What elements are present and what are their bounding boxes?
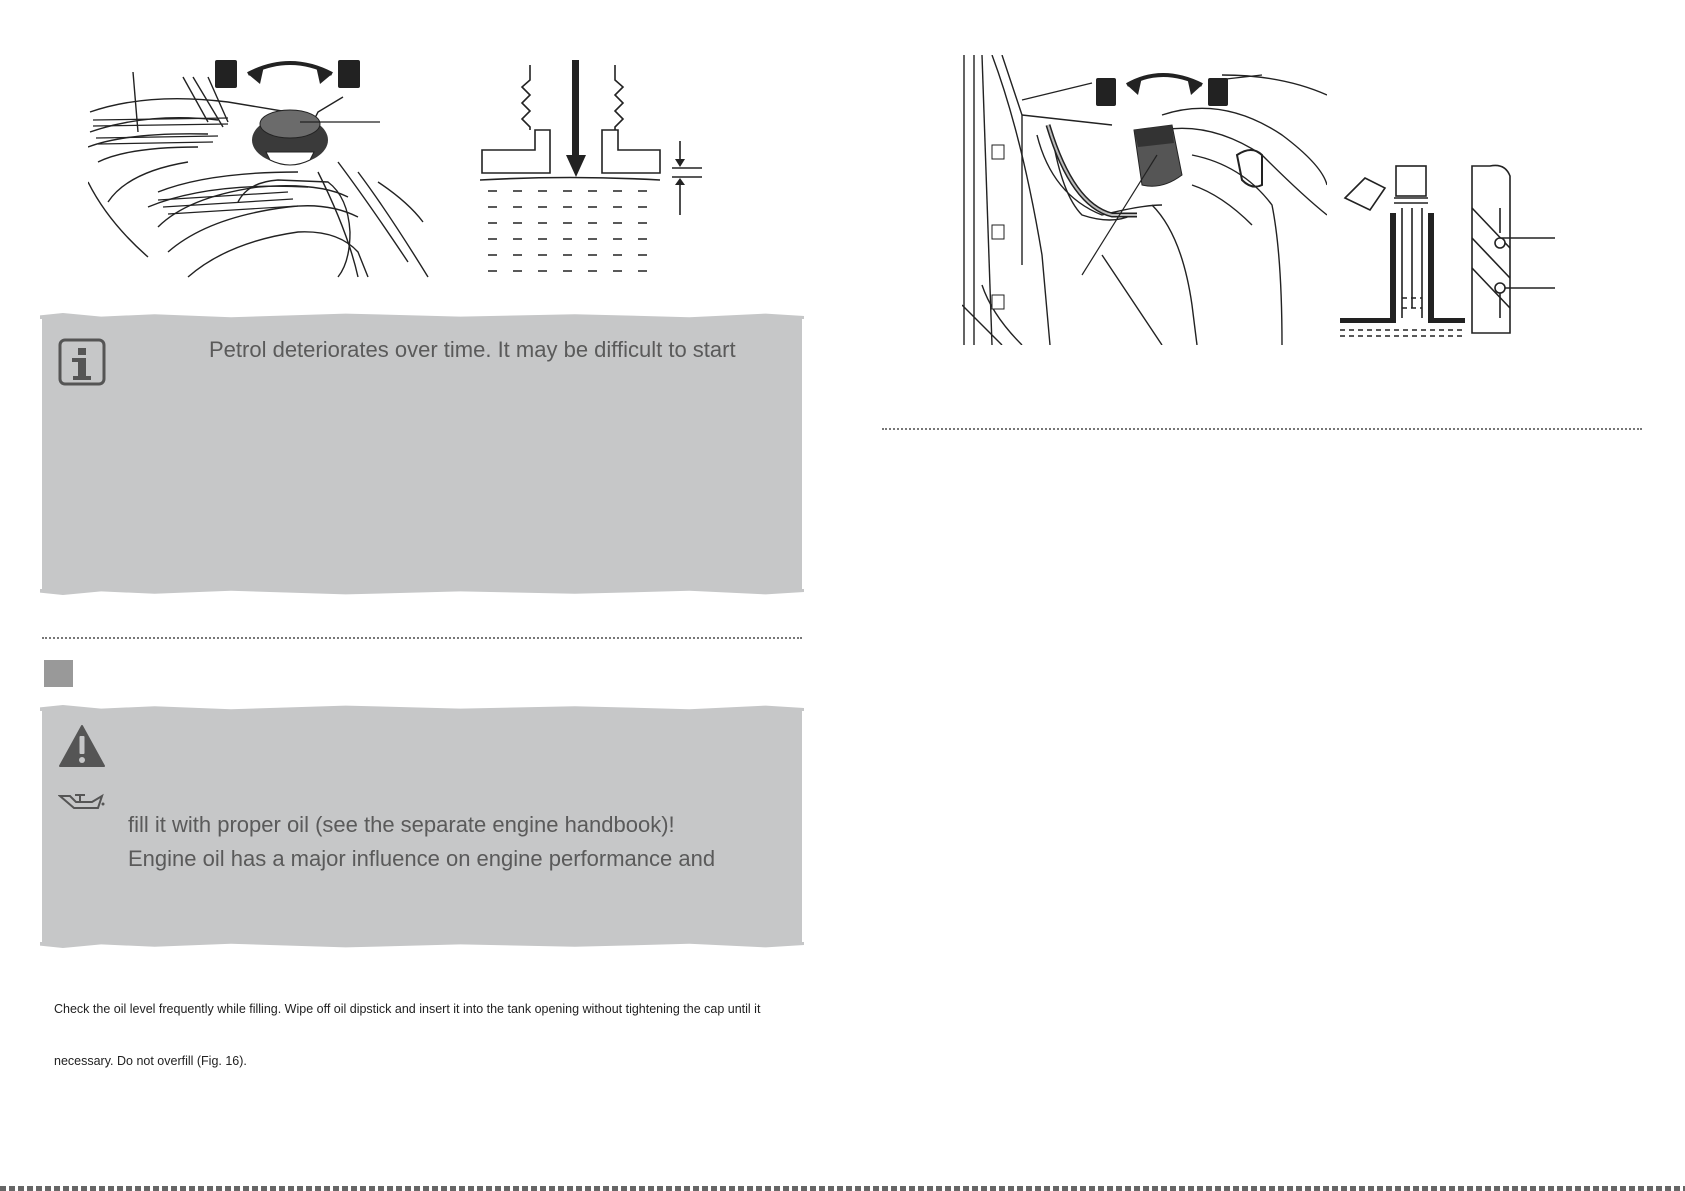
oil-can-icon bbox=[58, 790, 106, 814]
info-icon bbox=[58, 338, 106, 386]
info-note-text: Petrol deteriorates over time. It may be difficult to start bbox=[209, 337, 736, 362]
body-text-line-2: necessary. Do not overfill (Fig. 16). bbox=[54, 1054, 247, 1068]
separator bbox=[882, 428, 1642, 430]
figure-dipstick bbox=[1340, 158, 1560, 343]
footer-bar bbox=[0, 1186, 1685, 1191]
oil-warning-line-1: fill it with proper oil (see the separate engine handbook)! bbox=[128, 812, 675, 837]
body-text-line-1: Check the oil level frequently while filling. Wipe off oil dipstick and insert it into the tank opening without tightening the cap until it bbox=[54, 1002, 761, 1016]
figure-oil-cap bbox=[962, 55, 1327, 345]
lock-icon bbox=[1208, 78, 1228, 106]
figure-fill-level bbox=[480, 55, 710, 285]
figure-fuel-cap bbox=[88, 52, 448, 282]
lock-icon bbox=[338, 60, 360, 88]
separator bbox=[42, 637, 802, 639]
section-marker bbox=[44, 660, 73, 687]
warning-icon bbox=[58, 724, 106, 768]
unlock-icon bbox=[1096, 78, 1116, 106]
oil-warning-line-2: Engine oil has a major influence on engine performance and bbox=[128, 846, 716, 871]
unlock-icon bbox=[215, 60, 237, 88]
